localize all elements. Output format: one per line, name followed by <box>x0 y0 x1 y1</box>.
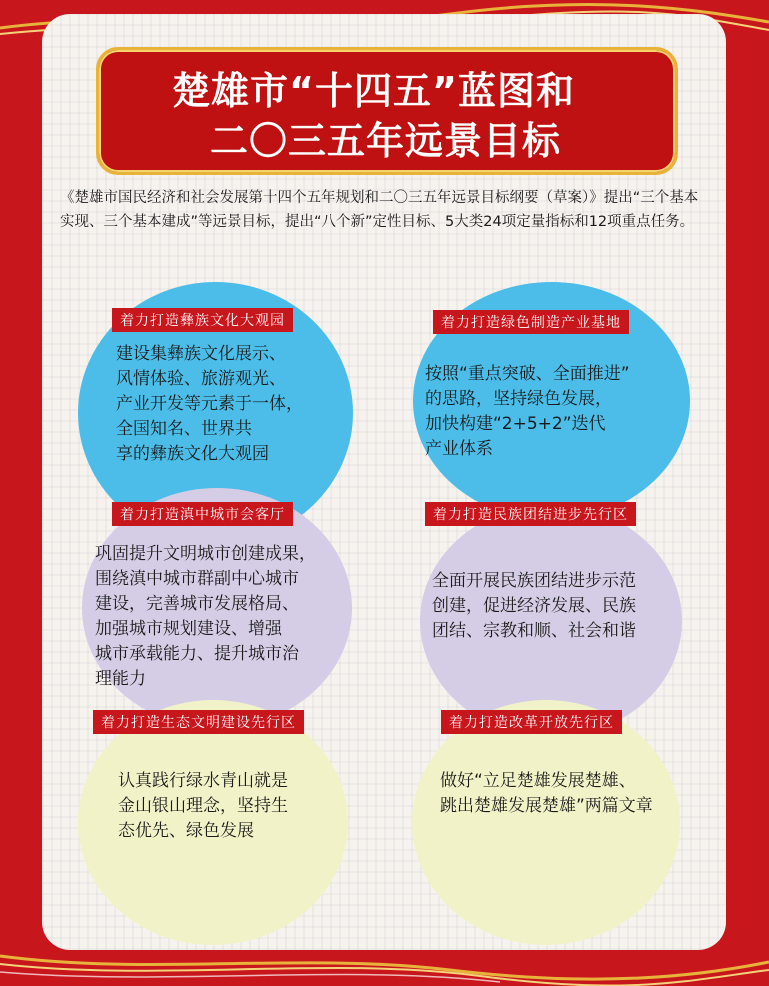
goal-text-5: 认真践行绿水青山就是 金山银山理念，坚持生 态优先、绿色发展 <box>118 771 288 841</box>
goal-circle-6 <box>412 700 680 945</box>
goal-text-1: 建设集彝族文化展示、 风情体验、旅游观光、 产业开发等元素于一体， 全国知名、世界共 享的彝族文化大观园 <box>116 344 303 464</box>
page-title-line-1: 楚雄市“十四五”蓝图和 <box>172 69 575 113</box>
goal-text-3: 巩固提升文明城市创建成果， 围绕滇中城市群副中心城市 建设，完善城市发展格局、 加强城市规划建设、增强 城市承载能力、提升城市治 理能力 <box>95 544 316 689</box>
goal-text-4: 全面开展民族团结进步示范 创建，促进经济发展、民族 团结、宗教和顺、社会和谐 <box>432 571 636 641</box>
page-title-line-2: 二〇三五年远景目标 <box>210 119 562 163</box>
bottom-ribbon-decoration <box>0 946 769 986</box>
goal-tag-4: 着力打造民族团结进步先行区 <box>425 502 636 526</box>
goal-text-6: 做好“立足楚雄发展楚雄、 跳出楚雄发展楚雄”两篇文章 <box>440 771 653 816</box>
goal-tag-3: 着力打造滇中城市会客厅 <box>112 502 293 526</box>
goal-tag-1: 着力打造彝族文化大观园 <box>112 308 293 332</box>
goal-tag-5: 着力打造生态文明建设先行区 <box>93 710 304 734</box>
goal-tag-6: 着力打造改革开放先行区 <box>441 710 622 734</box>
goal-tag-2: 着力打造绿色制造产业基地 <box>433 310 629 334</box>
goal-text-2: 按照“重点突破、全面推进” 的思路，坚持绿色发展， 加快构建“2+5+2”迭代 产业体系 <box>425 364 630 459</box>
intro-paragraph: 《楚雄市国民经济和社会发展第十四个五年规划和二〇三五年远景目标纲要（草案）》提出“三个基本实现、三个基本建成”等远景目标，提出“八个新”定性目标、5大类24项定量指标和12项重点任务。 <box>60 190 699 230</box>
